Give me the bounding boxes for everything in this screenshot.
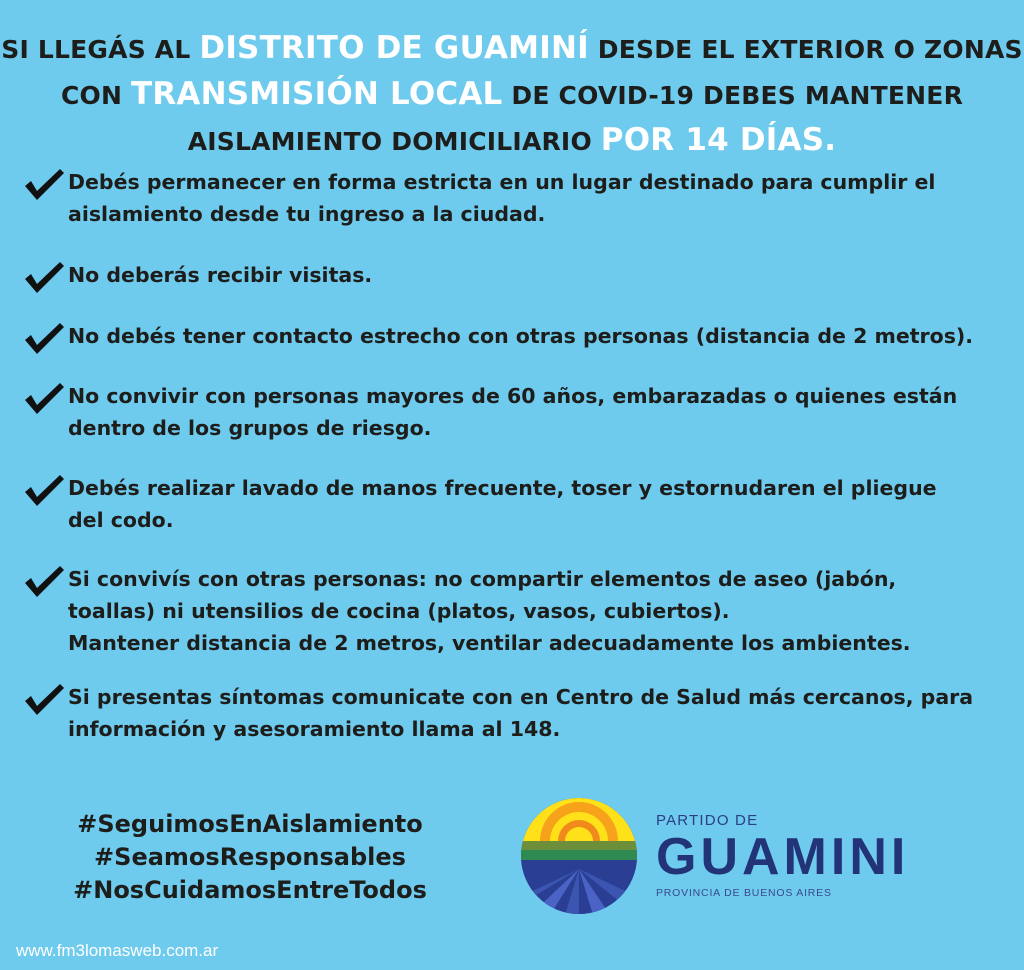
checkmark-icon [22, 166, 66, 202]
headline-highlight: DISTRITO DE GUAMINÍ [199, 30, 589, 66]
checkmark-icon [22, 681, 66, 717]
checkmark-icon [22, 320, 66, 356]
logo-sub-text: PROVINCIA DE BUENOS AIRES [656, 887, 832, 899]
list-item [22, 320, 973, 356]
headline-line-2 [0, 72, 1024, 118]
list-item-text: No deberás recibir visitas. [68, 263, 373, 287]
hashtag: #SeamosResponsables [94, 843, 406, 871]
list-item-text: Debés permanecer en forma estricta en un lugar destinado para cumplir el aislamiento desde tu ingreso a la ciudad. [68, 170, 936, 226]
logo-top-text: PARTIDO DE [656, 812, 759, 829]
list-item-text: No debés tener contacto estrecho con otras personas (distancia de 2 metros). [68, 324, 974, 348]
checkmark-icon [22, 563, 66, 599]
headline-text: DESDE EL EXTERIOR O ZONAS [588, 35, 1023, 64]
hashtags [50, 808, 450, 907]
hashtag: #SeguimosEnAislamiento [77, 810, 423, 838]
checkmark-icon [22, 380, 66, 416]
list-item-text: Si presentas síntomas comunicate con en Centro de Salud más cercanos, para información y asesoramiento llama al 148. [68, 685, 974, 741]
headline-text: DE COVID-19 DEBES MANTENER [502, 81, 964, 110]
list-item [22, 681, 973, 745]
list-item-text: Si convivís con otras personas: no compartir elementos de aseo (jabón, toallas) ni utensilios de cocina (platos, vasos, cubiertos). Mantener distancia de 2 metros, ventilar adecuadamente los ambientes. [68, 567, 911, 655]
checkmark-icon [22, 259, 66, 295]
headline-highlight: TRANSMISIÓN LOCAL [131, 76, 503, 112]
list-item [22, 563, 911, 659]
checkmark-icon [22, 472, 66, 508]
hashtag: #NosCuidamosEntreTodos [73, 876, 427, 904]
list-item [22, 166, 935, 230]
guamini-logo-icon [520, 797, 638, 915]
footer-watermark: www.fm3lomasweb.com.ar [16, 941, 219, 960]
list-item-text: No convivir con personas mayores de 60 años, embarazadas o quienes están dentro de los grupos de riesgo. [68, 384, 958, 440]
headline-text: CON [60, 81, 131, 110]
list-item [22, 259, 372, 295]
logo-main-text: GUAMINI [656, 828, 910, 886]
headline-line-1 [0, 26, 1024, 72]
logo-text [656, 812, 956, 899]
headline-highlight: POR 14 DÍAS. [600, 122, 837, 158]
list-item [22, 472, 937, 536]
headline [0, 26, 1024, 164]
headline-line-3 [0, 118, 1024, 164]
list-item-text: Debés realizar lavado de manos frecuente, toser y estornudaren el pliegue del codo. [68, 476, 937, 532]
headline-text: SI LLEGÁS AL [1, 35, 200, 64]
headline-text: AISLAMIENTO DOMICILIARIO [187, 127, 601, 156]
list-item [22, 380, 957, 444]
